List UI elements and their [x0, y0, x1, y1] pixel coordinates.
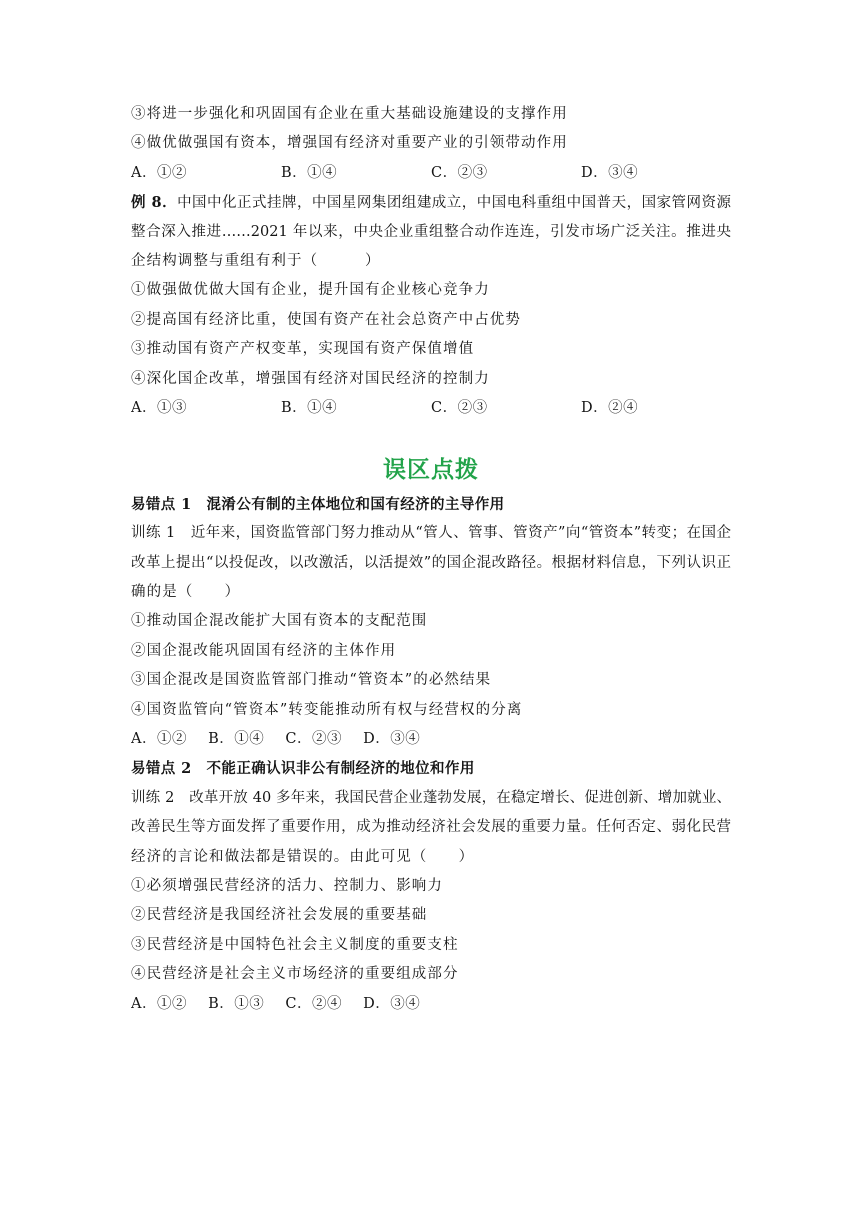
option-a: A．①② [131, 731, 187, 748]
pitfall-1-statement-2: ②国企混改能巩固国有经济的主体作用 [131, 642, 397, 659]
option-d: D．③④ [363, 731, 421, 748]
option-c: C．②③ [431, 164, 488, 181]
option-c: C．②③ [285, 731, 342, 748]
pitfall-2-exercise-line-2: 改善民生等方面发挥了重要作用，成为推动经济社会发展的重要力量。任何否定、弱化民营 [131, 819, 731, 836]
option-d: D．③④ [363, 995, 421, 1012]
pitfall-1-exercise-line-3: 确的是（ ） [131, 584, 241, 601]
pitfall-1-statement-4: ④国资监管向“管资本”转变能推动所有权与经营权的分离 [131, 701, 523, 718]
example-8-statement-3: ③推动国有资产产权变革，实现国有资产保值增值 [131, 341, 475, 358]
option-a: A．①② [131, 995, 187, 1012]
prev-question-options [131, 159, 731, 188]
prev-question-statement-3: ③将进一步强化和巩固国有企业在重大基础设施建设的支撑作用 [131, 106, 568, 122]
pitfall-2-statement-3: ③民营经济是中国特色社会主义制度的重要支柱 [131, 936, 459, 953]
pitfall-1-options [131, 725, 731, 754]
example-8-statement-2: ②提高国有经济比重，使国有资产在社会总资产中占优势 [131, 311, 521, 328]
pitfall-2-exercise-line-1: 训练 2 改革开放 40 多年来，我国民营企业蓬勃发展，在稳定增长、促进创新、增加就业、 [131, 789, 731, 806]
pitfall-2-options [131, 990, 731, 1019]
section-title: 误区点拨 [383, 455, 479, 483]
prev-question-statement-4: ④做优做强国有资本，增强国有经济对重要产业的引领带动作用 [131, 135, 568, 152]
document-content [131, 100, 731, 1019]
example-8-stem-line-3: 企结构调整与重组有利于（ ） [131, 252, 381, 269]
example-8-stem-text: 中国中化正式挂牌，中国星网集团组建成立，中国电科重组中国普天，国家管网资源 [177, 195, 731, 212]
pitfall-2-statement-4: ④民营经济是社会主义市场经济的重要组成部分 [131, 966, 459, 983]
option-d: D．③④ [581, 164, 639, 181]
option-a: A．①② [131, 164, 187, 181]
pitfall-2 [131, 754, 731, 1019]
pitfall-1-statement-1: ①推动国企混改能扩大国有资本的支配范围 [131, 613, 428, 630]
example-8-label: 例 8． [131, 194, 178, 212]
example-8-statement-4: ④深化国企改革，增强国有经济对国民经济的控制力 [131, 370, 490, 387]
example-8-stem-line-1 [131, 188, 731, 217]
pitfall-2-heading: 易错点 2 不能正确认识非公有制经济的地位和作用 [131, 760, 475, 778]
pitfall-2-exercise-line-3: 经济的言论和做法都是错误的。由此可见（ ） [131, 848, 475, 865]
pitfall-2-statement-1: ①必须增强民营经济的活力、控制力、影响力 [131, 877, 443, 894]
example-8 [131, 188, 731, 423]
example-8-options [131, 394, 731, 423]
example-8-stem-line-2: 整合深入推进……2021 年以来，中央企业重组整合动作连连，引发市场广泛关注。推进央 [131, 223, 731, 240]
example-8-statement-1: ①做强做优做大国有企业，提升国有企业核心竞争力 [131, 282, 490, 299]
pitfall-1-heading: 易错点 1 混淆公有制的主体地位和国有经济的主导作用 [131, 495, 505, 513]
option-c: C．②③ [431, 399, 488, 416]
option-d: D．②④ [581, 399, 639, 416]
option-a: A．①③ [131, 399, 187, 416]
pitfall-1-exercise-line-2: 改革上提出“以投促改，以改激活，以活提效”的国企混改路径。根据材料信息，下列认识正 [131, 554, 731, 571]
pitfall-1-statement-3: ③国企混改是国资监管部门推动“管资本”的必然结果 [131, 672, 492, 689]
pitfall-1 [131, 490, 731, 755]
option-b: B．①④ [281, 164, 338, 181]
option-c: C．②④ [285, 995, 342, 1012]
option-b: B．①④ [208, 731, 265, 748]
pitfall-1-exercise-line-1: 训练 1 近年来，国资监管部门努力推动从“管人、管事、管资产”向“管资本”转变；在国企 [131, 525, 731, 542]
option-b: B．①③ [208, 995, 265, 1012]
pitfall-2-statement-2: ②民营经济是我国经济社会发展的重要基础 [131, 907, 428, 924]
previous-question [131, 100, 731, 188]
option-b: B．①④ [281, 399, 338, 416]
